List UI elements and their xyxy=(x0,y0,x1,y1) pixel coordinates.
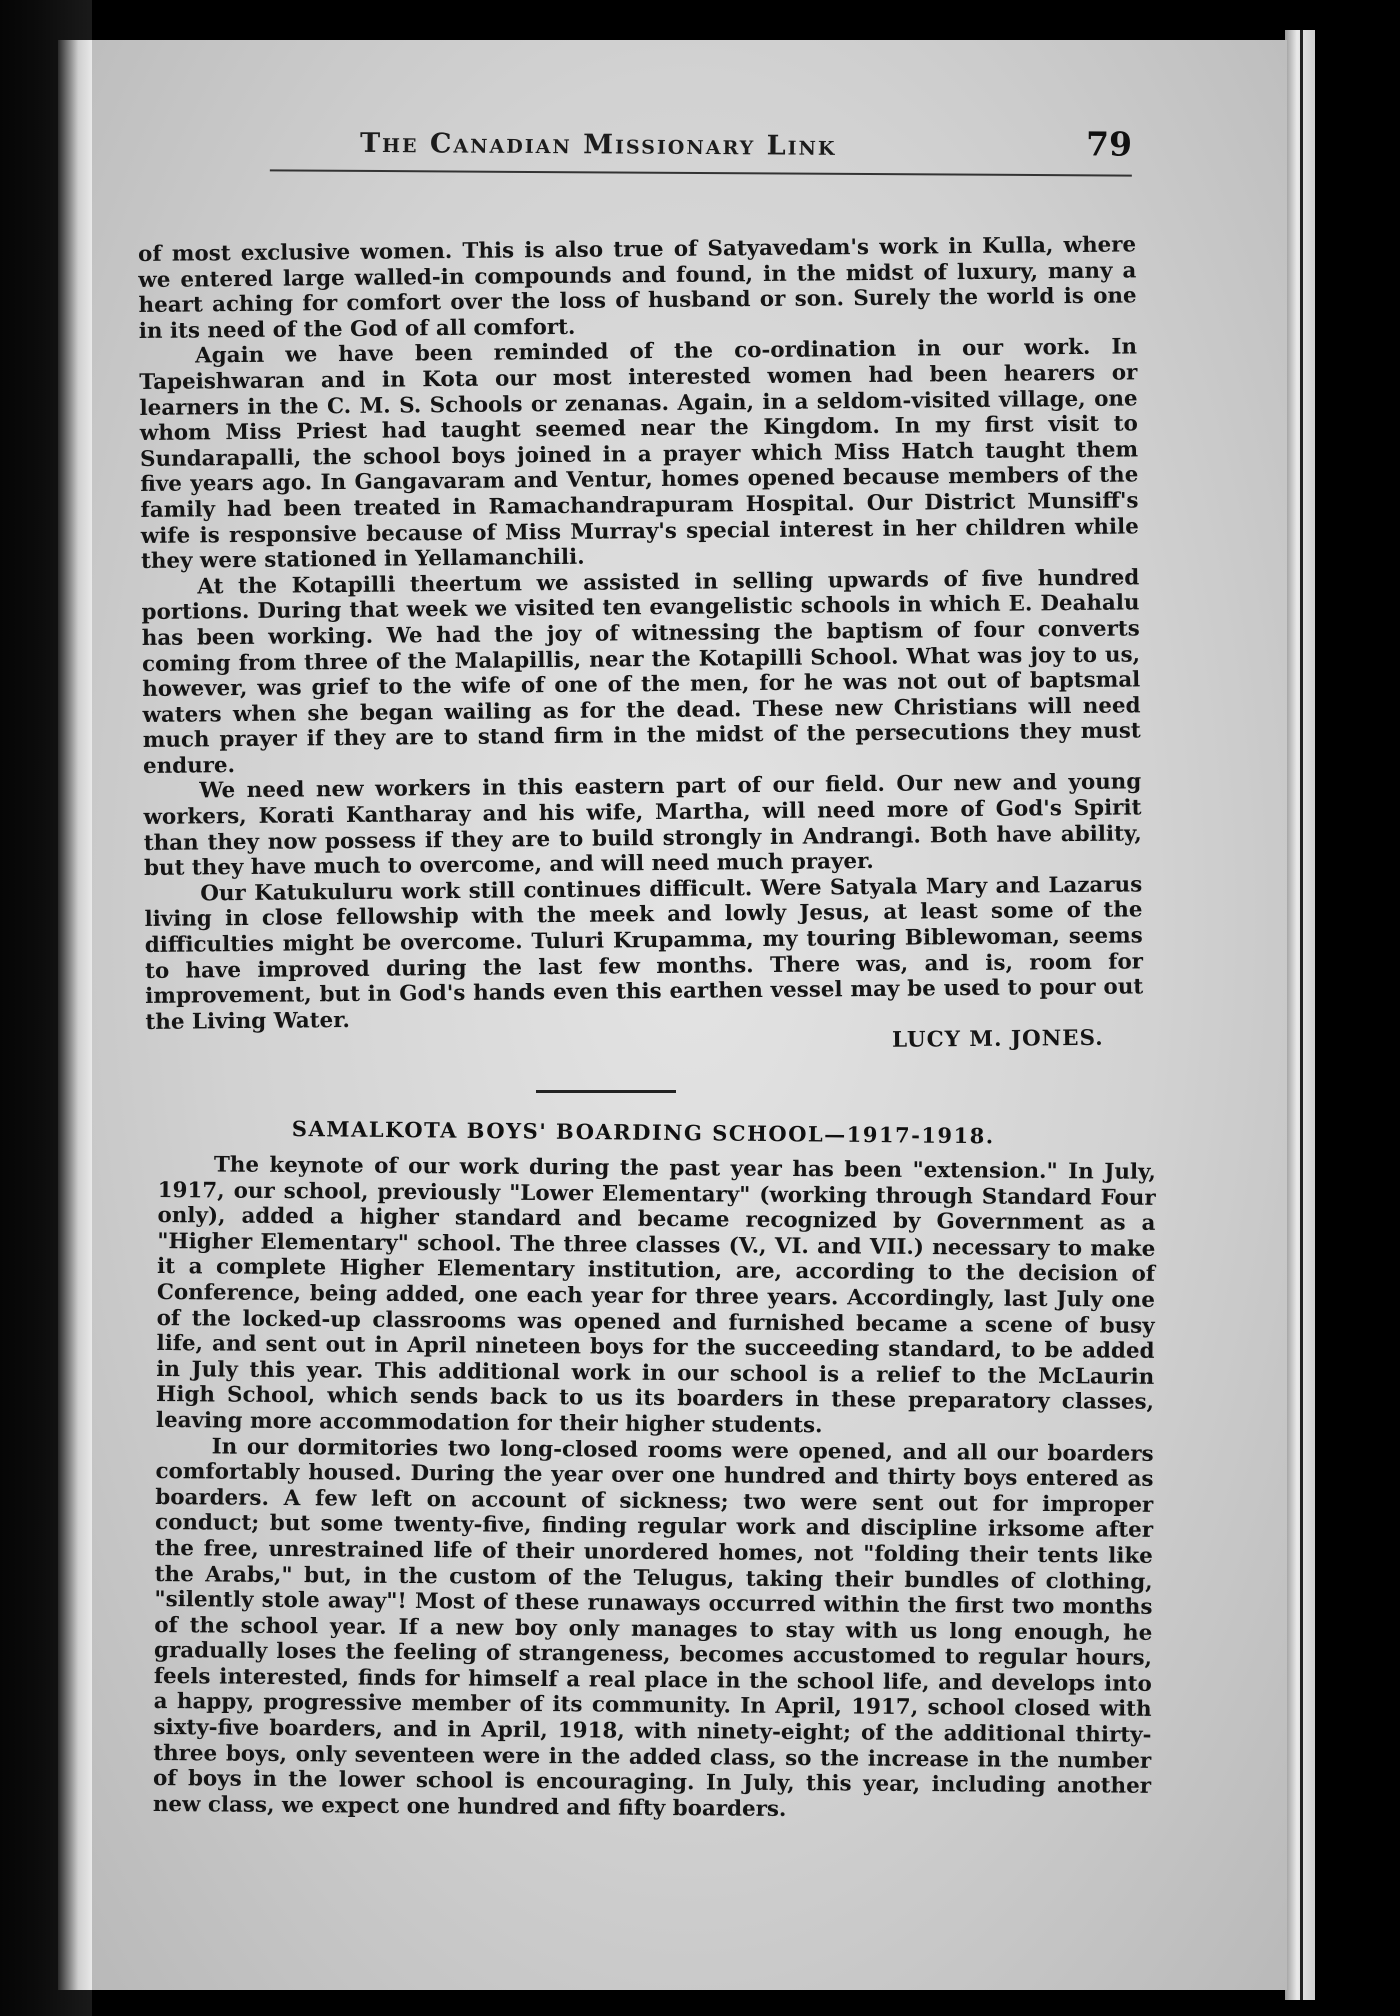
report-body xyxy=(138,232,1144,1061)
section-divider xyxy=(536,1090,676,1093)
author-signature: LUCY M. JONES. xyxy=(891,1026,1104,1054)
page-fold-line xyxy=(1300,30,1303,2000)
scan-border-top xyxy=(0,0,1400,40)
paragraph: Again we have been reminded of the co-ordination in our work. In Tapeishwaran and in Kota our most interested women had been hearers or learners in the C. M. S. Schools or zenanas. Again, in a seldom-visited village, one whom Miss Priest had taught seemed near the Kingdom. In my first visit to Sundarapalli, the school boys joined in a prayer which Miss Hatch taught them five years ago. In Gangavaram and Ventur, homes opened because members of the family had been treated in Ramachandrapuram Hospital. Our District Munsiff's wife is responsive because of Miss Murray's special interest in her children while they were stationed in Yellamanchili. xyxy=(139,334,1139,575)
paragraph: We need new workers in this eastern part of our field. Our new and young workers, Korati Kantharay and his wife, Martha, will need more of God's Spirit than they now possess if they are to build strongly in Andrangi. Both have ability, but they have much to overcome, and will need much prayer. xyxy=(143,769,1142,882)
paragraph: Our Katukuluru work still continues difficult. Were Satyala Mary and Lazarus living in close fellowship with the meek and lowly Jesus, at least some of the difficulties might be overcome. Tuluri Krupamma, my touring Biblewoman, seems to have improved during the last few months. There was, and is, room for improvement, but in God's hands even this earthen vessel may be used to pour out the Living Water. xyxy=(144,872,1144,1035)
article-body xyxy=(153,1152,1156,1825)
paragraph: At the Kotapilli theertum we assisted in selling upwards of five hundred portions. During that week we visited ten evangelistic schools in which E. Deahalu has been working. We had the joy of witnessing the baptism of four converts coming from three of the Malapillis, near the Kotapilli School. What was joy to us, however, was grief to the wife of one of the men, for he was not out of baptsmal waters when she began wailing as for the dead. These new Christians will need much prayer if they are to stand firm in the midst of the persecutions they must endure. xyxy=(141,565,1141,779)
paragraph: In our dormitories two long-closed rooms were opened, and all our boarders comfortably housed. During the year over one hundred and thirty boys entered as boarders. A few left on account of sickness; two were sent out for improper conduct; but some twenty-five, finding regular work and discipline irksome after the free, unrestrained life of their unordered homes, not "folding their tents like the Arabs," but, in the custom of the Telugus, taking their bundles of clothing, "silently stole away"! Most of these runaways occurred within the first two months of the school year. If a new boy only manages to stay with us long enough, he gradually loses the feeling of strangeness, becomes accustomed to regular hours, feels interested, finds for himself a real place in the school life, and develops into a happy, progressive member of its community. In April, 1917, school closed with sixty-five boarders, and in April, 1918, with ninety-eight; of the additional thirty-three boys, only seventeen were in the added class, so the increase in the number of boys in the lower school is encouraging. In July, this year, including another new class, we expect one hundred and fifty boarders. xyxy=(152,1433,1154,1822)
page-number: 79 xyxy=(1085,124,1133,164)
running-title: The Canadian Missionary Link xyxy=(359,127,837,162)
paragraph: of most exclusive women. This is also true of Satyavedam's work in Kulla, where we entered large walled-in compounds and found, in the midst of luxury, many a heart aching for comfort over the loss of husband or son. Surely the world is one in its need of the God of all comfort. xyxy=(138,232,1137,344)
page-edge-left xyxy=(58,40,92,1990)
article-title: SAMALKOTA BOYS' BOARDING SCHOOL—1917-1918. xyxy=(291,1116,995,1149)
paragraph: The keynote of our work during the past year has been "extension." In July, 1917, our school, previously "Lower Elementary" (working through Standard Four only), added a higher standard and became recognized by Government as a "Higher Elementary" school. The three classes (V., VI. and VII.) necessary to make it a complete Higher Elementary institution, are, according to the decision of Conference, being added, one each year for three years. Accordingly, last July one of the locked-up classrooms was opened and furnished became a scene of busy life, and sent out in April nineteen boys for the succeeding standard, to be added in July this year. This additional work in our school is a relief to the McLaurin High School, which sends back to us its boarders in these preparatory classes, leaving more accommodation for their higher students. xyxy=(155,1152,1156,1439)
page-header xyxy=(270,119,1132,176)
scan-border-right xyxy=(1315,0,1400,2016)
